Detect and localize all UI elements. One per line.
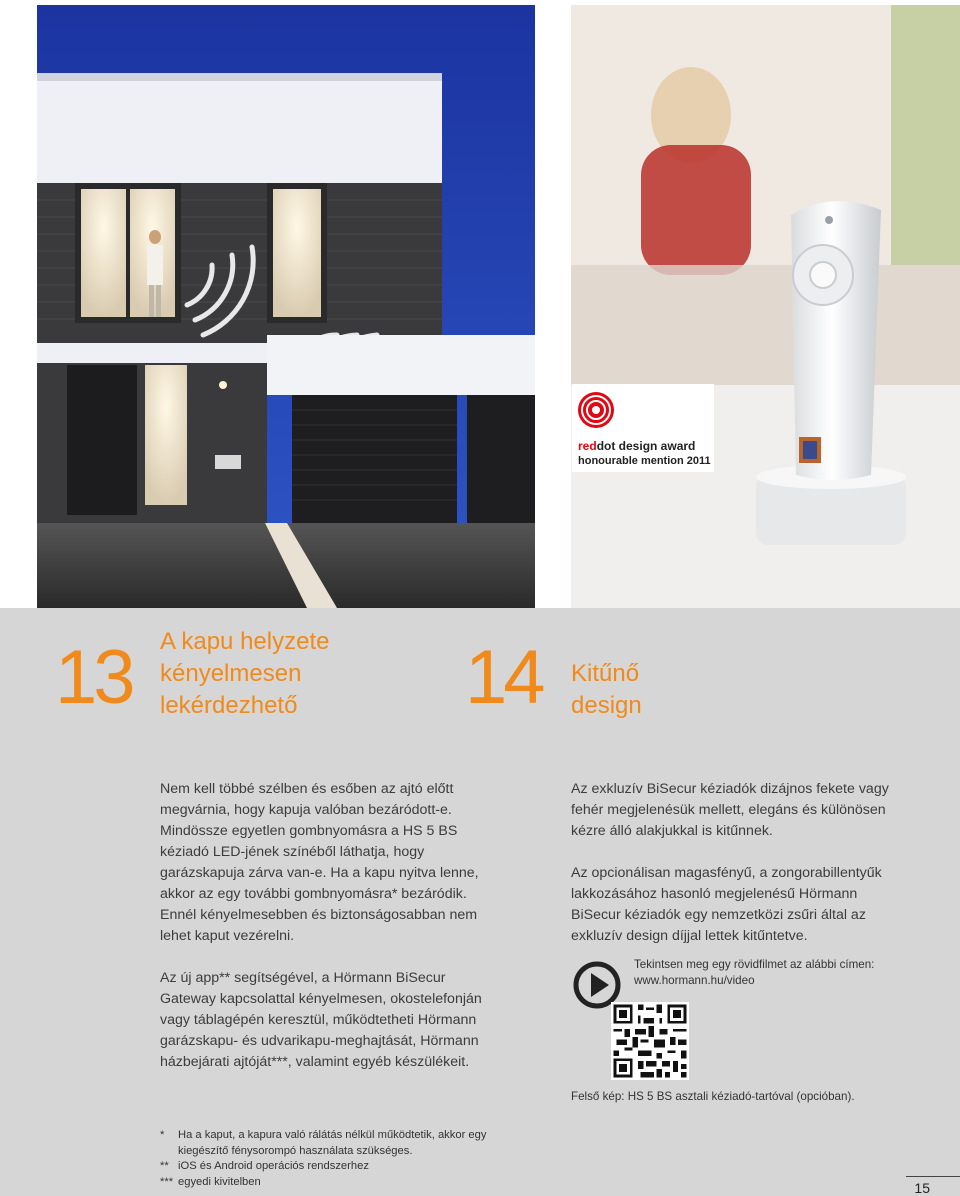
footnote: *** egyedi kivitelben <box>160 1175 261 1188</box>
footnote: * Ha a kaput, a kapura való rálátás nélkül működtetik, akkor egy kiegészítő fénysorompó használata szükséges. <box>160 1129 487 1157</box>
section-14-paragraph: Az exkluzív BiSecur kéziadók dizájnos fekete vagy fehér megjelenésük mellett, elegáns és különösen kézre álló alakjukkal is kitűnnek. <box>571 781 889 839</box>
photo-caption: Felső kép: HS 5 BS asztali kéziadó-tartóval (opcióban). <box>571 1090 855 1103</box>
section-13-body <box>160 779 505 1094</box>
section-14-paragraph: Az opcionálisan magasfényű, a zongorabillentyűk lakkozásához hasonló megjelenésű Hörmann BiSecur kéziadók egy nemzetközi zsűri által az exkluzív design díjjal lettek kitűntetve. <box>571 865 882 944</box>
footnotes <box>160 1128 498 1190</box>
section-13-number: 13 <box>55 635 132 720</box>
section-13-paragraph: Az új app** segítségével, a Hörmann BiSecur Gateway kapcsolattal kényelmesen, okostelefonján vagy táblagépén keresztül, működtetheti Hörmann garázskapu- és udvarikapu-meghajtását, Hörmann házbejárati ajtóját***, valamint egyéb készülékeit. <box>160 970 482 1070</box>
page-number-rule <box>906 1176 960 1177</box>
house-photo <box>37 5 535 608</box>
section-14-number: 14 <box>465 635 542 720</box>
section-13-paragraph: Nem kell többé szélben és esőben az ajtó előtt megvárnia, hogy kapuja valóban bezáródott-e. Mindössze egyetlen gombnyomásra a HS 5 BS kéziadó LED-jének színéből láthatja, hogy garázskapuja zárva van-e. Ha a kapu nyitva lenne, akkor az egy további gombnyomásra* bezáródik. Ennél kényelmesebben és biztonságosabban nem lehet kaput vezérelni. <box>160 781 479 944</box>
section-14-title: Kitűnő design <box>571 660 642 719</box>
qr-code-icon[interactable] <box>611 1002 689 1080</box>
footnote: ** iOS és Android operációs rendszerhez <box>160 1160 369 1172</box>
video-note: Tekintsen meg egy rövidfilmet az alábbi címen: www.hormann.hu/video <box>634 958 875 987</box>
reddot-logo-icon <box>576 390 618 432</box>
award-title: reddot design award <box>578 439 696 453</box>
reddot-award-badge <box>572 384 714 472</box>
section-13-title: A kapu helyzete kényelmesen lekérdezhető <box>160 628 330 719</box>
video-link[interactable]: www.hormann.hu/video <box>634 974 755 987</box>
remote-photo <box>571 5 960 608</box>
video-block <box>571 957 931 1087</box>
award-subtitle: honourable mention 2011 <box>578 455 711 467</box>
section-14-body <box>571 779 891 968</box>
page-number: 15 <box>914 1180 930 1196</box>
